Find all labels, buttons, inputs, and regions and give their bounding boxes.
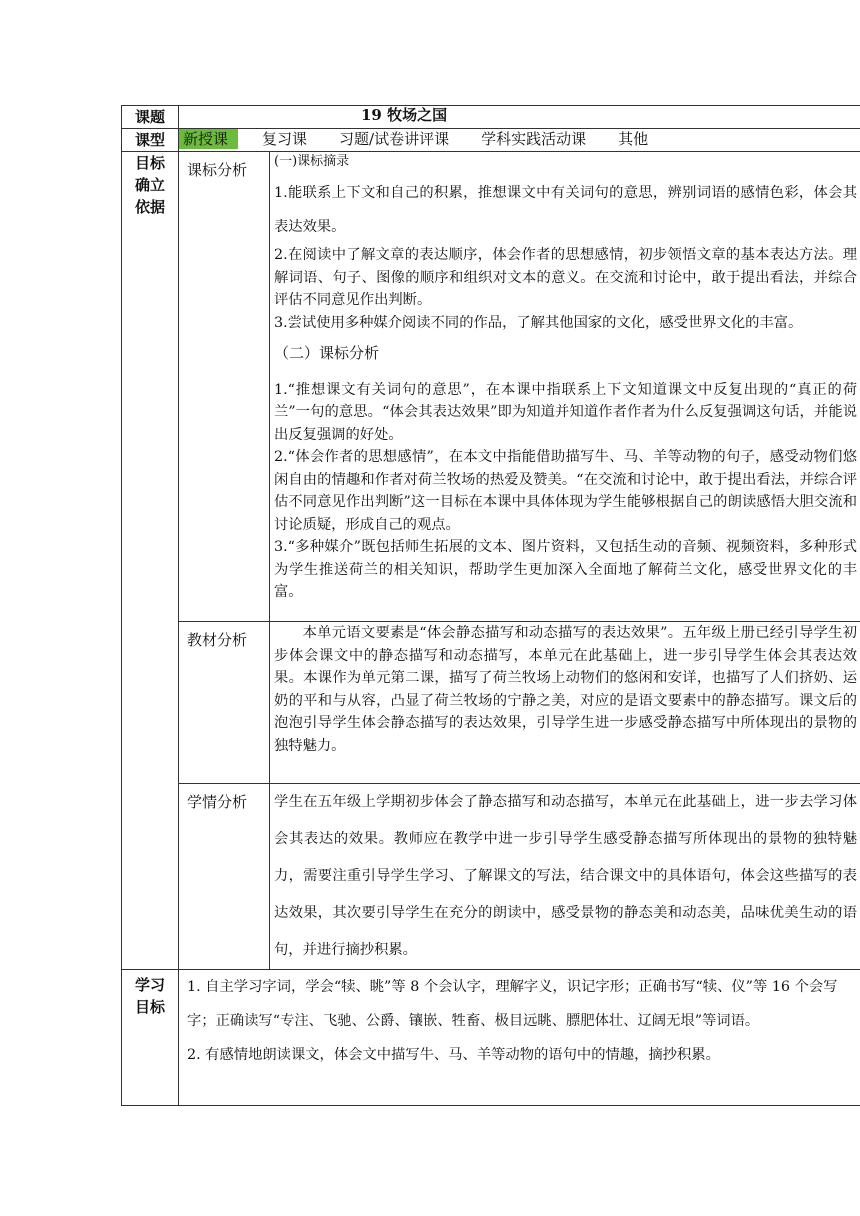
learners-row bbox=[122, 784, 860, 970]
topic-label: 课题 bbox=[122, 106, 179, 129]
textbook-analysis-content bbox=[270, 622, 860, 784]
lesson-title: 19 牧场之国 bbox=[179, 106, 860, 129]
textbook-row bbox=[122, 622, 860, 784]
learner-analysis-content bbox=[270, 784, 860, 970]
goal-item: 2. 有感情地朗读课文，体会文中描写牛、马、羊等动物的语句中的情趣，摘抄积累。 bbox=[187, 1047, 720, 1063]
curriculum-row bbox=[122, 152, 860, 622]
analysis-item: 2.“体会作者的思想感情”，在本文中指能借助描写牛、马、羊等动物的句子，感受动物们悠闲自由的情趣和作者对荷兰牧场的热爱及赞美。“在交流和讨论中，敢于提出看法，并综合评估不同意见作出判断”这一目标在本课中具体体现为学生能够根据自己的朗读感悟大胆交流和讨论质疑，形成自己的观点。 bbox=[274, 449, 858, 533]
excerpt-item: 2.在阅读中了解文章的表达顺序，体会作者的思想感情，初步领悟文章的基本表达方法。理解词语、句子、图像的顺序和组织对文本的意义。在交流和讨论中，敢于提出看法，并综合评估不同意见作出判断。 bbox=[274, 247, 858, 308]
textbook-analysis-label: 教材分析 bbox=[179, 622, 270, 784]
lesson-type-active: 新授课 bbox=[179, 129, 238, 149]
excerpt-item: 1.能联系上下文和自己的积累，推想课文中有关词句的意思，辨别词语的感情色彩，体会其表达效果。 bbox=[274, 185, 858, 235]
analysis-item: 3.“多种媒介”既包括师生拓展的文本、图片资料，又包括生动的音频、视频资料，多种形式为学生推送荷兰的相关知识，帮助学生更加深入全面地了解荷兰文化，感受世界文化的丰富。 bbox=[274, 539, 858, 600]
type-label: 课型 bbox=[122, 129, 179, 152]
analysis-item: 1.“推想课文有关词句的意思”，在本课中指联系上下文知道课文中反复出现的“真正的荷兰”一句的意思。“体会其表达效果”即为知道并知道作者作者为什么反复强调这句话，并能说出反复强调的好处。 bbox=[274, 381, 858, 443]
textbook-analysis-text: 本单元语文要素是“体会静态描写和动态描写的表达效果”。五年级上册已经引导学生初步体会课文中的静态描写和动态描写，本单元在此基础上，进一步引导学生体会其表达效果。本课作为单元第二课，描写了荷兰牧场上动物们的悠闲和安详，也描写了人们挤奶、运奶的平和与从容，凸显了荷兰牧场的宁静之美，对应的是语文要素中的静态描写。课文后的泡泡引导学生体会静态描写的表达效果，引导学生进一步感受静态描写中所体现出的景物的独特魅力。 bbox=[274, 625, 858, 754]
lesson-type-option: 学科实践活动课 bbox=[481, 130, 587, 148]
learner-analysis-label: 学情分析 bbox=[179, 784, 270, 970]
lesson-type-option: 复习课 bbox=[262, 130, 308, 148]
lesson-type-options bbox=[179, 129, 860, 152]
excerpt-item: 3.尝试使用多种媒介阅读不同的作品，了解其他国家的文化，感受世界文化的丰富。 bbox=[274, 314, 803, 331]
basis-label: 目标确立依据 bbox=[122, 152, 179, 970]
curriculum-analysis-content bbox=[270, 152, 860, 622]
analysis-heading: （二）课标分析 bbox=[274, 344, 380, 362]
lesson-type-row bbox=[122, 129, 860, 152]
lesson-plan-table bbox=[121, 105, 860, 1106]
goals-row bbox=[122, 970, 860, 1106]
lesson-type-option: 其他 bbox=[618, 130, 649, 148]
excerpt-heading: (一)课标摘录 bbox=[274, 154, 350, 169]
topic-row bbox=[122, 106, 860, 129]
curriculum-analysis-label: 课标分析 bbox=[179, 152, 270, 622]
goals-label: 学习目标 bbox=[122, 970, 179, 1106]
learner-analysis-text: 学生在五年级上学期初步体会了静态描写和动态描写，本单元在此基础上，进一步去学习体会其表达的效果。教师应在教学中进一步引导学生感受静态描写所体现出的景物的独特魅力，需要注重引导学生学习、了解课文的写法，结合课文中的具体语句，体会这些描写的表达效果，其次要引导学生在充分的朗读中，感受景物的静态美和动态美，品味优美生动的语句，并进行摘抄积累。 bbox=[274, 794, 858, 958]
lesson-type-option: 习题/试卷讲评课 bbox=[339, 130, 450, 148]
goals-content bbox=[179, 970, 860, 1106]
goal-item: 1. 自主学习字词，学会“犊、眺”等 8 个会认字，理解字义，识记字形；正确书写“犊、仪”等 16 个会写字；正确读写“专注、飞驰、公爵、镶嵌、牲畜、极目远眺、膘肥体壮、辽阔无垠”等词语。 bbox=[187, 979, 838, 1029]
